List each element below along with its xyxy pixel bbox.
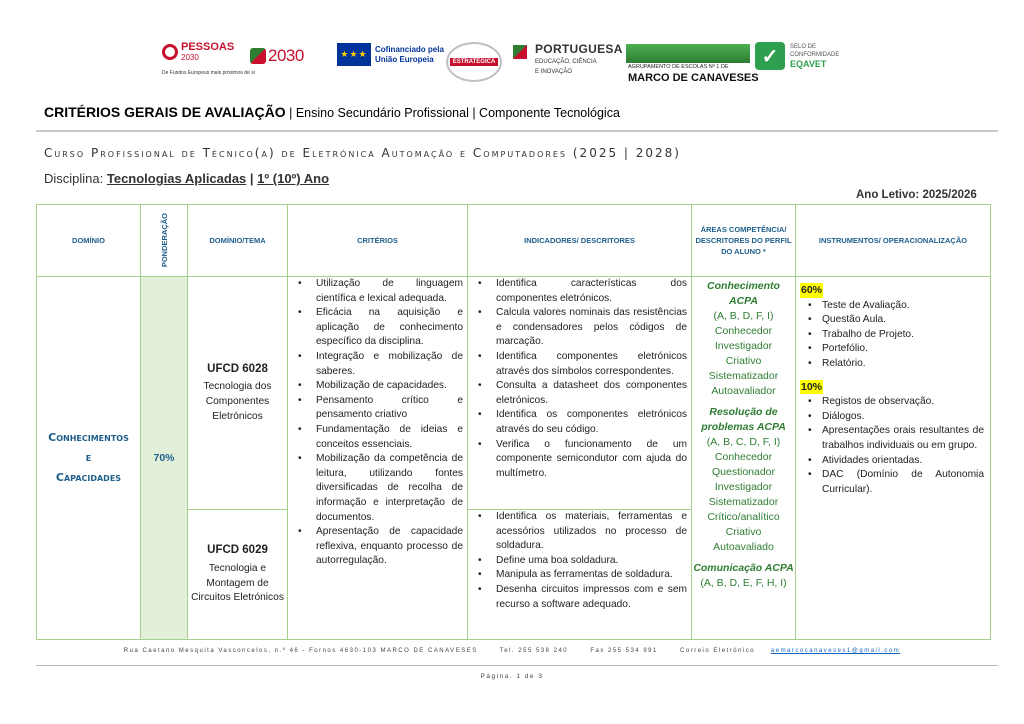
pessoas-logo-tagline: De Fundos Europeus mais próximos de si: [162, 70, 255, 76]
eu-cofinanciado-logo: [337, 43, 444, 66]
footer-fax: Fax 255 534 991: [590, 648, 658, 654]
header-dominio: DOMÍNIO: [37, 205, 141, 277]
ano-value: 1º (10º) Ano: [257, 171, 330, 186]
header-ponderacao-text: PONDERAÇÃO: [159, 213, 169, 268]
eu-flag-icon: ★★★: [337, 43, 371, 66]
ufcd-6028-code: UFCD 6028: [207, 362, 268, 375]
indicadores-6029-list: [468, 510, 687, 612]
areas-item: Investigador: [714, 340, 773, 352]
criteria-table: [36, 204, 991, 640]
dominio-line2: e: [85, 451, 92, 464]
footer-tel: Tel. 255 538 240: [499, 648, 569, 654]
list-item: • Pensamento crítico e pensamento criativo: [288, 394, 463, 423]
list-item: • Registos de observação.: [800, 395, 984, 410]
areas-item: (A, B, C, D, F, I): [706, 436, 781, 448]
areas-heading: Comunicação ACPA: [693, 562, 794, 574]
portugal2030-mark-icon: [250, 48, 266, 64]
list-item: • Verifica o funcionamento de um componente semicondutor com ajuda do multímetro.: [468, 438, 687, 482]
page-number: Página. 1 de 3: [480, 673, 544, 680]
table-header-row: [37, 205, 991, 277]
areas-item: Autoavaliado: [713, 541, 774, 553]
republica-line2: EDUCAÇÃO, CIÊNCIA: [535, 59, 597, 65]
instrumentos-pct-10: 10%: [801, 380, 823, 393]
list-item: • Eficácia na aquisição e aplicação de conhecimento específico da disciplina.: [288, 306, 463, 350]
list-item: • Calcula valores nominais das resistências e condensadores pelos códigos de marcação.: [468, 306, 687, 350]
list-item: • Identifica características dos componentes eletrónicos.: [468, 277, 687, 306]
disciplina-value: Tecnologias Aplicadas: [106, 171, 247, 186]
instrumentos-list-10: [800, 395, 984, 497]
republica-line3: E INOVAÇÃO: [535, 69, 572, 75]
list-item: • Integração e mobilização de saberes.: [288, 350, 463, 379]
curso-title: Curso Profissional de Técnico(a) de Eletrónica Automação e Computadores (2025 | 2028): [44, 146, 681, 160]
areas-item: Autoavaliador: [711, 385, 776, 397]
ufcd-6029-cell: [188, 510, 288, 640]
list-item: • Desenha circuitos impressos com e sem recurso a software adequado.: [468, 583, 687, 612]
list-item: • Apresentações orais resultantes de trabalhos individuais ou em grupo.: [800, 424, 984, 453]
eqavet-line3: EQAVET: [790, 59, 827, 69]
list-item: • Mobilização de capacidades.: [288, 379, 463, 394]
areas-heading: Resolução de problemas ACPA: [701, 406, 786, 433]
agrupamento-logo: [626, 44, 759, 86]
dominio-cell: [37, 277, 141, 640]
criterios-cell: [288, 277, 468, 640]
instrumentos-cell: [796, 277, 991, 640]
header-ponderacao: [141, 205, 188, 277]
agrupamento-line2: MARCO DE CANAVESES: [628, 72, 759, 84]
list-item: • Manipula as ferramentas de soldadura.: [468, 568, 687, 583]
list-item: • Consulta a datasheet dos componentes eletrónicos.: [468, 379, 687, 408]
areas-item: Sistematizador: [708, 370, 779, 382]
page-footer: [0, 648, 1024, 654]
footer-divider: [36, 665, 998, 666]
list-item: • Trabalho de Projeto.: [800, 328, 984, 343]
areas-item: Investigador: [714, 481, 773, 493]
list-item: • Mobilização da competência de leitura, utilizando fontes diversificadas de recolha de informação e interpretação de documentos.: [288, 452, 463, 525]
estrategica-label: ESTRATÉGICA: [450, 58, 499, 66]
republica-mark-icon: [513, 45, 527, 59]
list-item: • Questão Aula.: [800, 313, 984, 328]
areas-item: Questionador: [711, 466, 776, 478]
disciplina-line: [44, 171, 329, 186]
page-title: [44, 104, 620, 120]
pessoas-logo-line1: PESSOAS: [181, 41, 235, 53]
list-item: • Apresentação de capacidade reflexiva, enquanto processo de autorregulação.: [288, 525, 463, 569]
areas-item: (A, B, D, E, F, H, I): [700, 577, 787, 589]
footer-email-label: Correio Eletrónico: [680, 648, 756, 654]
list-item: • DAC (Domínio de Autonomia Curricular).: [800, 468, 984, 497]
areas-item: Sistematizador: [708, 496, 779, 508]
estrategica-logo: [446, 42, 502, 82]
agrupamento-line1: AGRUPAMENTO DE ESCOLAS Nº 1 DE: [628, 64, 729, 70]
disciplina-label: Disciplina:: [44, 171, 107, 186]
header-divider: [36, 130, 998, 132]
list-item: • Relatório.: [800, 357, 984, 372]
portugal2030-logo: [250, 46, 304, 66]
pessoas2030-logo: [162, 41, 255, 76]
page-title-bold: CRITÉRIOS GERAIS DE AVALIAÇÃO: [44, 104, 286, 120]
areas-item: Criativo: [725, 526, 762, 538]
header-areas: ÁREAS COMPETÊNCIA/ DESCRITORES DO PERFIL DO ALUNO *: [692, 205, 796, 277]
list-item: • Identifica os componentes eletrónicos através do seu código.: [468, 408, 687, 437]
areas-cell: [692, 277, 796, 640]
eu-logo-line1: Cofinanciado pela: [375, 44, 444, 54]
areas-item: Criativo: [725, 355, 762, 367]
dominio-line1: Conhecimentos: [48, 431, 129, 444]
header-criterios: CRITÉRIOS: [288, 205, 468, 277]
table-row: [37, 277, 991, 510]
ufcd-6029-name: Tecnologia e Montagem de Circuitos Eletrónicos: [191, 562, 284, 604]
instrumentos-list-60: [800, 299, 984, 372]
indicadores-6029-cell: [468, 510, 692, 640]
eqavet-line2: CONFORMIDADE: [790, 52, 840, 58]
header-indicadores: INDICADORES/ DESCRITORES: [468, 205, 692, 277]
disciplina-sep: |: [246, 171, 258, 186]
pessoas-logo-line2: 2030: [181, 53, 199, 62]
areas-item: Conhecedor: [714, 325, 773, 337]
eqavet-logo: [755, 42, 839, 70]
indicadores-6028-cell: [468, 277, 692, 510]
header-dominio-tema: DOMÍNIO/TEMA: [188, 205, 288, 277]
ponderacao-cell: 70%: [141, 277, 188, 640]
republica-line1: PORTUGUESA: [535, 42, 623, 56]
list-item: • Portefólio.: [800, 342, 984, 357]
list-item: • Atividades orientadas.: [800, 454, 984, 469]
eu-logo-line2: União Europeia: [375, 54, 434, 64]
list-item: • Define uma boa soldadura.: [468, 554, 687, 569]
list-item: • Fundamentação de ideias e conceitos essenciais.: [288, 423, 463, 452]
areas-item: Conhecedor: [714, 451, 773, 463]
areas-item: Crítico/analítico: [707, 511, 780, 523]
ano-letivo: Ano Letivo: 2025/2026: [856, 189, 977, 201]
footer-address: Rua Caetano Mesquita Vasconcelos, n.º 46 - Fornos 4630-103 MARCO DE CANAVESES: [123, 648, 478, 654]
criterios-list: [288, 277, 463, 569]
list-item: • Teste de Avaliação.: [800, 299, 984, 314]
list-item: • Identifica os materiais, ferramentas e acessórios utilizados no processo de soldadura.: [468, 510, 687, 554]
ufcd-6028-cell: [188, 277, 288, 510]
list-item: • Diálogos.: [800, 410, 984, 425]
eqavet-line1: SELO DE: [790, 44, 817, 50]
instrumentos-pct-60: 60%: [801, 284, 823, 296]
areas-item: (A, B, D, F, I): [713, 310, 774, 322]
dominio-line3: Capacidades: [55, 471, 122, 484]
list-item: • Utilização de linguagem científica e lexical adequada.: [288, 277, 463, 306]
eqavet-check-icon: ✓: [755, 42, 785, 70]
portugal2030-text: 2030: [268, 46, 304, 65]
footer-email-link[interactable]: aemarcocanaveses1@gmail.com: [770, 648, 901, 654]
areas-heading: Conhecimento ACPA: [707, 280, 780, 307]
republica-portuguesa-logo: [513, 42, 623, 76]
ufcd-6029-code: UFCD 6029: [207, 544, 268, 557]
header-instrumentos: INSTRUMENTOS/ OPERACIONALIZAÇÃO: [796, 205, 991, 277]
list-item: • Identifica componentes eletrónicos através dos símbolos correspondentes.: [468, 350, 687, 379]
indicadores-6028-list: [468, 277, 687, 481]
pessoas-logo-mark-icon: [162, 44, 178, 60]
page-title-rest: | Ensino Secundário Profissional | Componente Tecnológica: [285, 106, 620, 120]
ufcd-6028-name: Tecnologia dos Componentes Eletrónicos: [203, 381, 272, 422]
